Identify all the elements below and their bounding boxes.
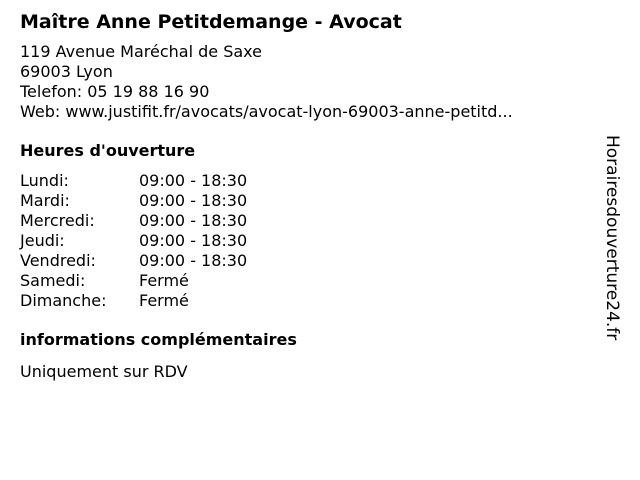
hours-day: Samedi: [20,271,86,290]
hours-row-vendredi [20,251,600,271]
website-link[interactable]: Web: www.justifit.fr/avocats/avocat-lyon-69003-anne-petitd... [20,102,513,121]
hours-time: 09:00 - 18:30 [139,231,248,250]
additional-info-text: Uniquement sur RDV [20,362,188,381]
hours-time: Fermé [139,291,189,310]
hours-day: Dimanche: [20,291,107,310]
hours-time: Fermé [139,271,189,290]
hours-row-samedi [20,271,600,291]
business-title: Maître Anne Petitdemange - Avocat [20,11,402,33]
additional-info-heading: informations complémentaires [20,330,297,349]
hours-time: 09:00 - 18:30 [139,211,248,230]
hours-time: 09:00 - 18:30 [139,191,248,210]
opening-hours-heading: Heures d'ouverture [20,141,196,160]
hours-row-dimanche [20,291,600,311]
hours-day: Lundi: [20,171,69,190]
site-brand-label: Horairesdouverture24.fr [602,135,622,341]
hours-time: 09:00 - 18:30 [139,171,248,190]
hours-row-jeudi [20,231,600,251]
hours-row-lundi [20,171,600,191]
hours-row-mardi [20,191,600,211]
hours-day: Mercredi: [20,211,95,230]
hours-row-mercredi [20,211,600,231]
business-card [20,10,600,382]
opening-hours-table [20,171,600,311]
hours-day: Jeudi: [20,231,65,250]
street-address: 119 Avenue Maréchal de Saxe [20,42,262,61]
city-postcode: 69003 Lyon [20,62,113,81]
phone-number[interactable]: Telefon: 05 19 88 16 90 [20,82,210,101]
contact-block [20,42,600,122]
hours-time: 09:00 - 18:30 [139,251,248,270]
hours-day: Mardi: [20,191,70,210]
hours-day: Vendredi: [20,251,96,270]
